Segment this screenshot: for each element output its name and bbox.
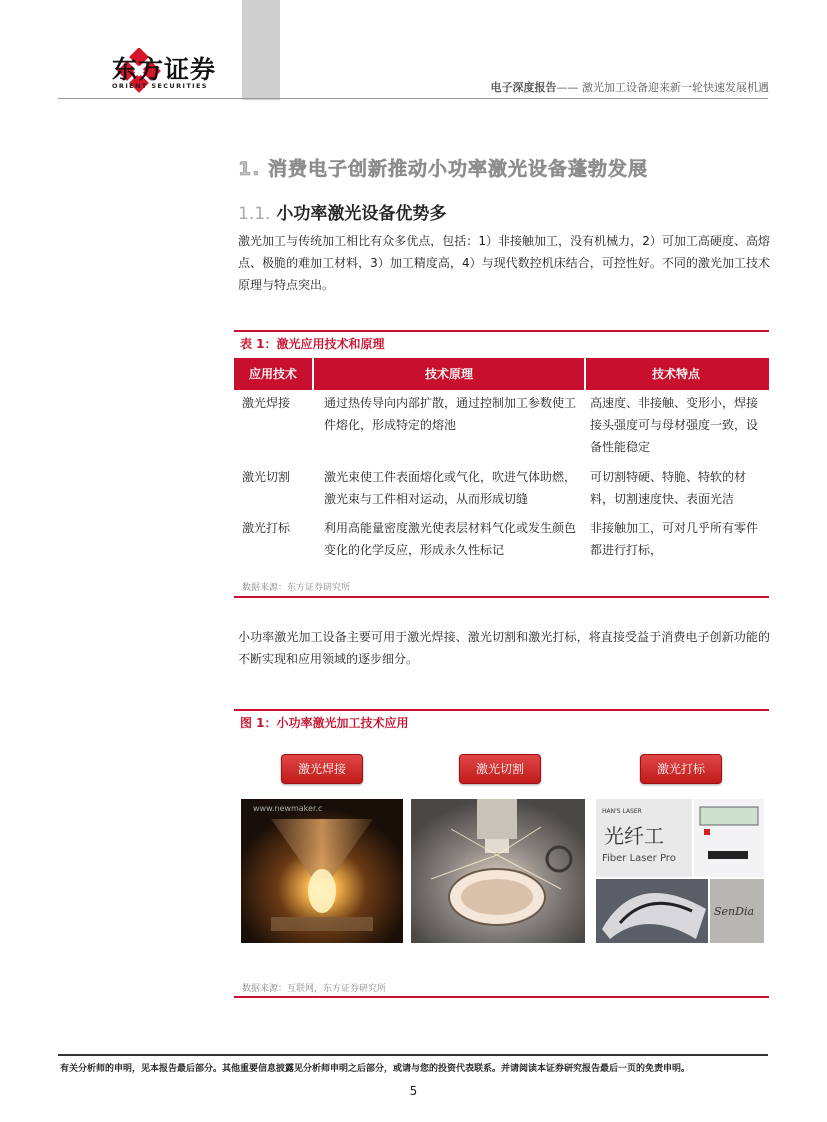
marking-sample-text: SenDia bbox=[714, 905, 755, 918]
table-cell: 高速度、非接触、变形小，焊接接头强度可与母材强度一致，设备性能稳定 bbox=[590, 396, 759, 454]
table-cell: 激光打标 bbox=[242, 521, 291, 535]
footer-divider bbox=[58, 1054, 768, 1056]
tag-laser-marking: 激光打标 bbox=[640, 754, 722, 784]
table-cell: 可切割特硬、特脆、特软的材料，切割速度快、表面光洁 bbox=[590, 470, 747, 506]
subsection-title: 小功率激光设备优势多 bbox=[276, 204, 447, 224]
table-header-row bbox=[234, 358, 769, 390]
logo-chinese-name: 东方证券 bbox=[112, 55, 217, 84]
section-heading bbox=[238, 154, 648, 181]
table-row bbox=[234, 517, 769, 563]
report-header bbox=[491, 79, 770, 95]
table-top-rule bbox=[234, 330, 769, 332]
table-cell: 激光切割 bbox=[242, 470, 291, 484]
report-title: —— 激光加工设备迎来新一轮快速发展机遇 bbox=[556, 81, 769, 94]
table-cell: 激光束使工件表面熔化或气化，吹进气体助燃，激光束与工件相对运动，从而形成切缝 bbox=[324, 470, 577, 506]
table-row bbox=[234, 392, 769, 462]
header-divider bbox=[58, 98, 768, 99]
figure-bottom-rule bbox=[234, 996, 769, 998]
plate-en-text: Fiber Laser Pro bbox=[602, 853, 676, 864]
table-header-cell: 技术原理 bbox=[424, 367, 473, 381]
table-bottom-rule bbox=[234, 596, 769, 598]
photo-watermark: www.newmaker.c bbox=[253, 804, 323, 813]
subsection-number: 1.1. bbox=[238, 204, 271, 224]
marking-photo bbox=[596, 799, 764, 943]
subsection-heading bbox=[238, 199, 446, 224]
table-cell: 通过热传导向内部扩散，通过控制加工参数使工件熔化，形成特定的熔池 bbox=[324, 396, 577, 432]
welding-illustration bbox=[241, 799, 403, 943]
plate-brand: HAN'S LASER bbox=[602, 808, 642, 815]
report-type: 电子深度报告 bbox=[490, 81, 557, 94]
cutting-photo bbox=[411, 799, 585, 943]
plate-cn-text: 光纤工 bbox=[604, 824, 664, 848]
table-row bbox=[234, 466, 769, 512]
cutting-illustration bbox=[411, 799, 585, 943]
figure-top-rule bbox=[234, 709, 769, 711]
tag-laser-cutting: 激光切割 bbox=[459, 754, 541, 784]
welding-photo bbox=[241, 799, 403, 943]
section-heading-text: 1. 消费电子创新推动小功率激光设备蓬勃发展 bbox=[238, 158, 649, 180]
intro-paragraph: 激光加工与传统加工相比有众多优点，包括：1）非接触加工，没有机械力，2）可加工高硬度、高熔点、极脆的难加工材料，3）加工精度高，4）与现代数控机床结合，可控性好。不同的激光加工技术原理与特点突出。 bbox=[238, 234, 770, 292]
table-source: 数据来源：东方证券研究所 bbox=[242, 583, 351, 593]
figure-source: 数据来源：互联网，东方证券研究所 bbox=[242, 984, 387, 994]
table-caption: 表 1：激光应用技术和原理 bbox=[240, 337, 385, 351]
header-accent-bar bbox=[242, 0, 280, 100]
footer-disclaimer: 有关分析师的申明，见本报告最后部分。其他重要信息披露见分析师申明之后部分，或请与您的投资代表联系。并请阅读本证券研究报告最后一页的免责申明。 bbox=[60, 1064, 691, 1074]
body-paragraph: 小功率激光加工设备主要可用于激光焊接、激光切割和激光打标，将直接受益于消费电子创新功能的不断实现和应用领域的逐步细分。 bbox=[238, 630, 770, 666]
table-cell: 激光焊接 bbox=[242, 396, 291, 410]
page-number: 5 bbox=[409, 1084, 418, 1098]
marking-illustration bbox=[596, 799, 764, 943]
figure-caption: 图 1：小功率激光加工技术应用 bbox=[240, 716, 409, 730]
tag-laser-welding: 激光焊接 bbox=[281, 754, 363, 784]
table-header-cell: 技术特点 bbox=[651, 367, 700, 381]
logo-english-name: ORIENT SECURITIES bbox=[112, 82, 208, 90]
table-cell: 利用高能量密度激光使表层材料气化或发生颜色变化的化学反应，形成永久性标记 bbox=[324, 521, 577, 557]
table-cell: 非接触加工，可对几乎所有零件都进行打标， bbox=[590, 521, 759, 557]
table-header-cell: 应用技术 bbox=[248, 367, 297, 381]
